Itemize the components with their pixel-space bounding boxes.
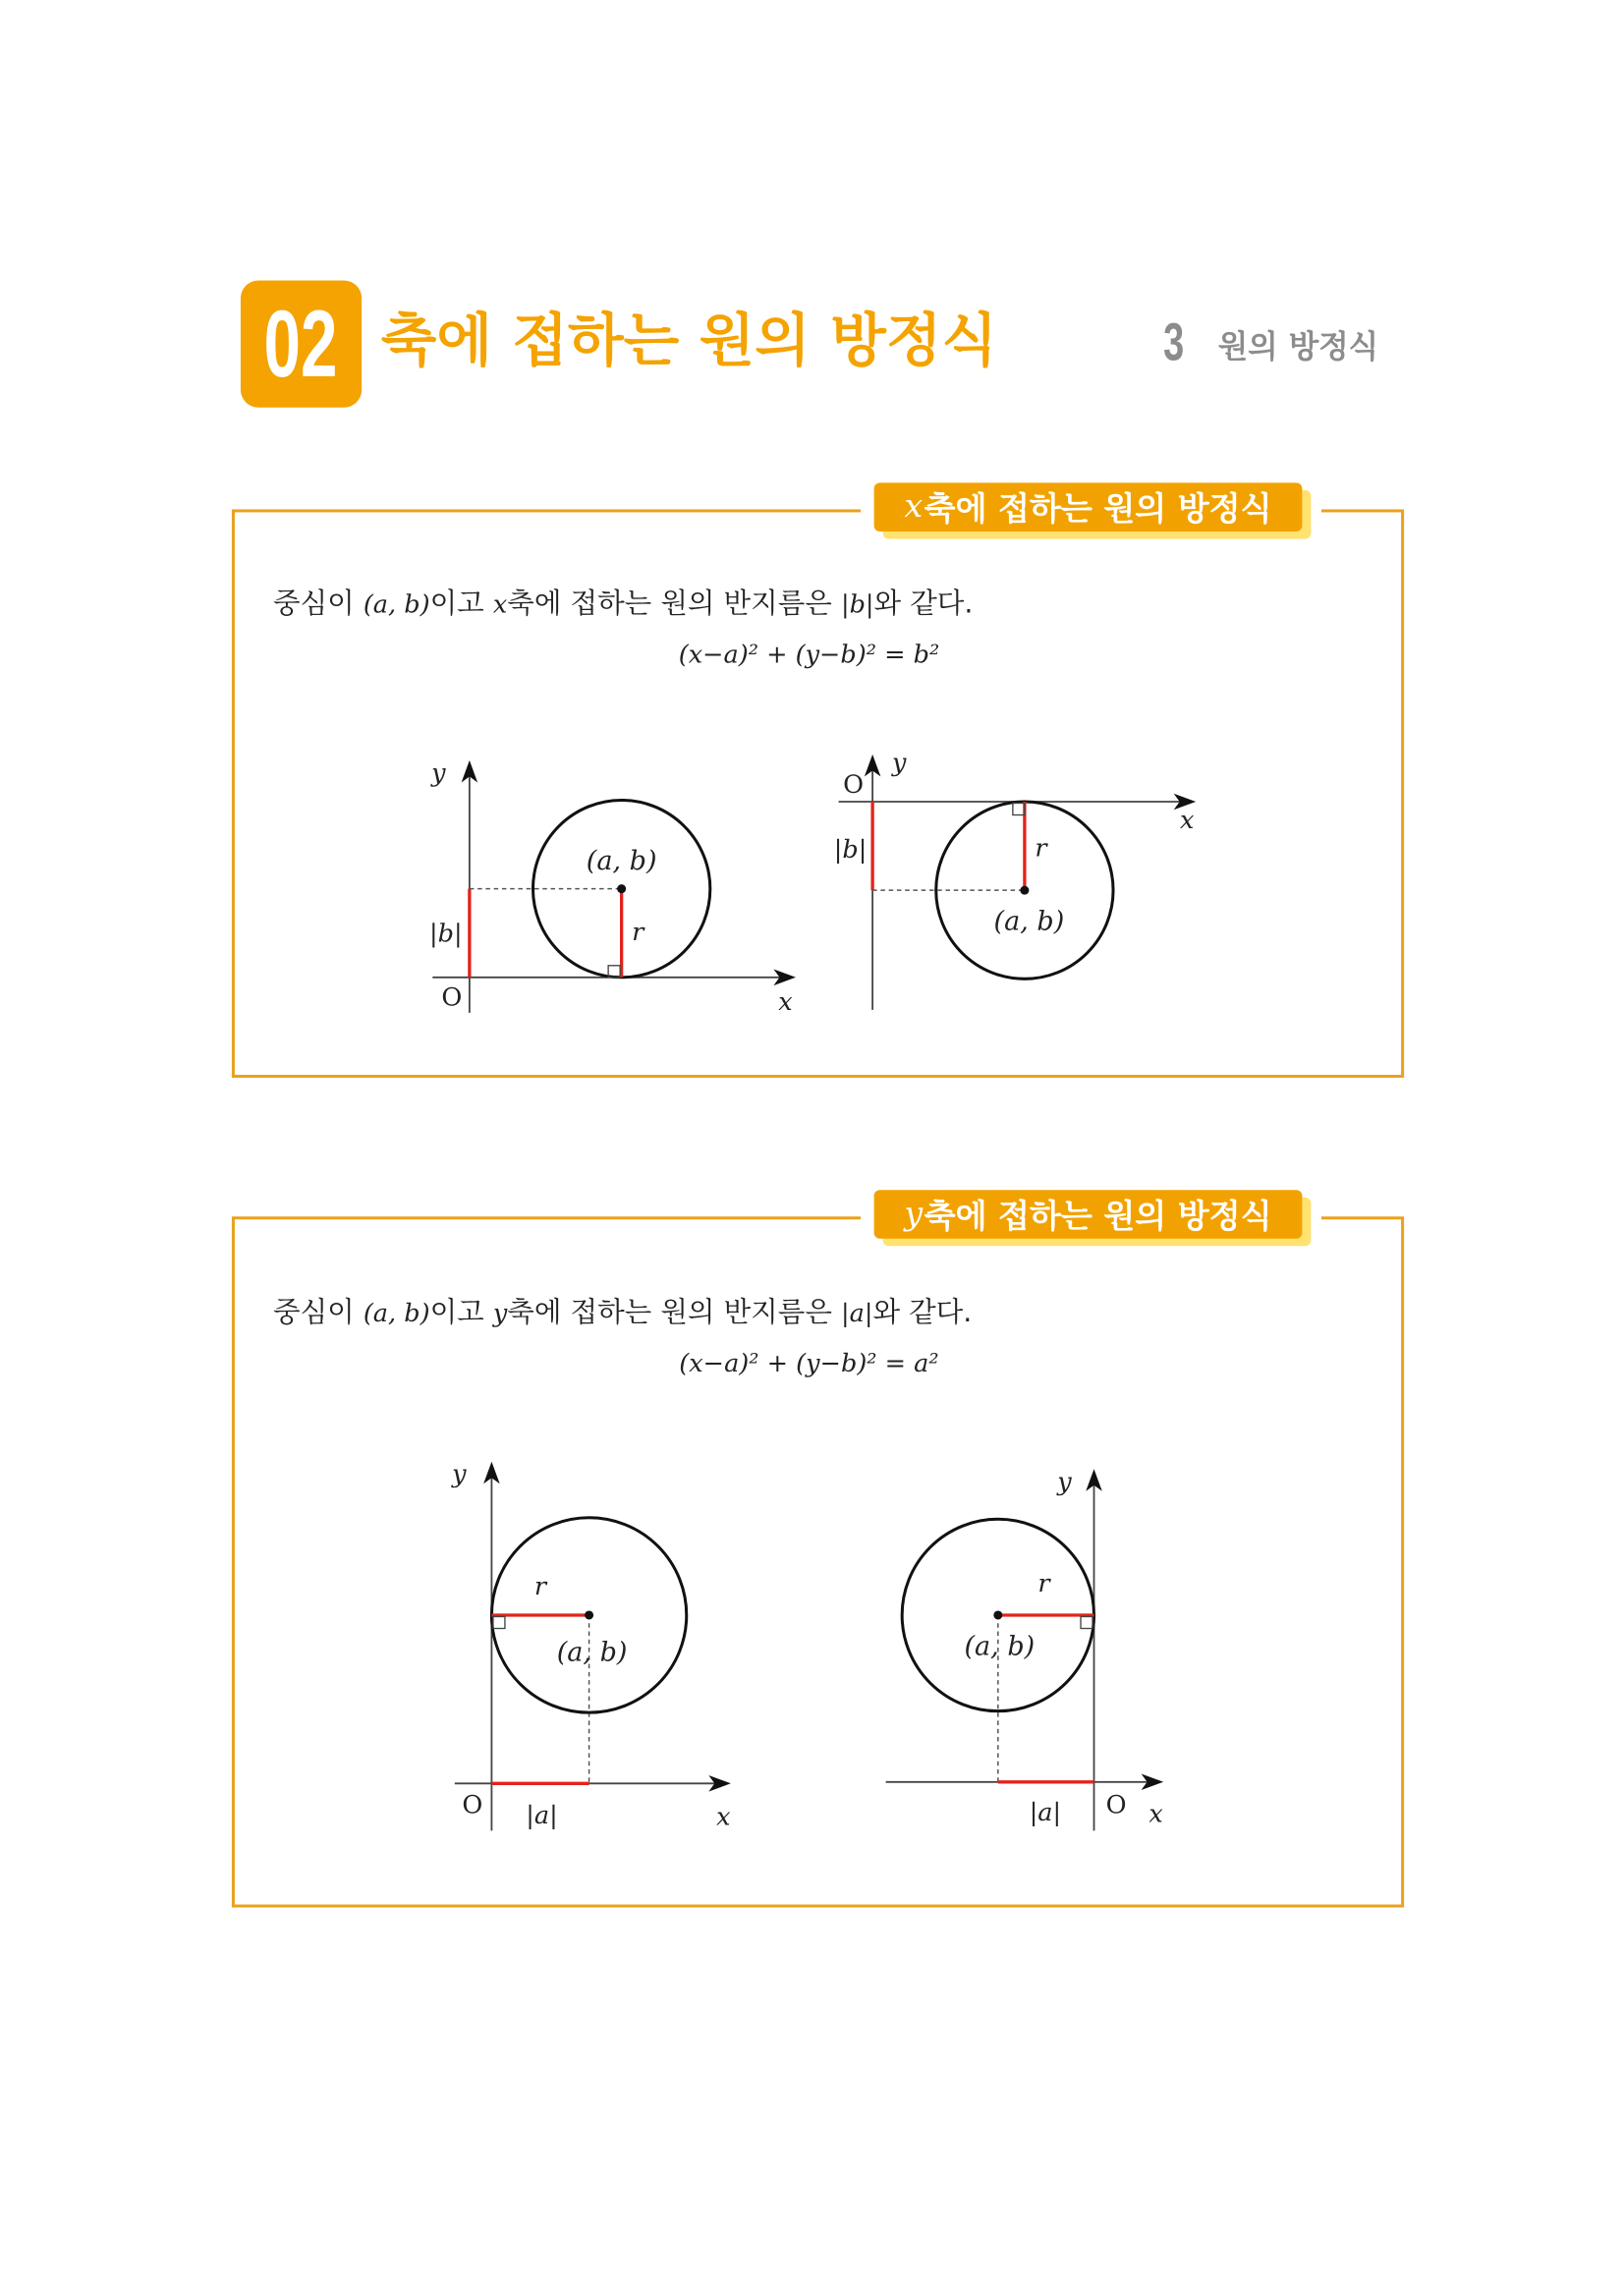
x-axis-label: x <box>716 1802 731 1832</box>
section-2-equation: (x−a)² + (y−b)² = a² <box>679 1349 939 1379</box>
tab-variable: x <box>904 488 924 526</box>
x-axis-label: x <box>1148 1799 1163 1829</box>
origin-label: O <box>1105 1790 1127 1820</box>
origin-label: O <box>441 982 463 1013</box>
distance-label: |a| <box>1029 1797 1062 1827</box>
radius-label: r <box>533 1571 547 1601</box>
statement-text: 중심이 <box>273 1296 364 1329</box>
center-point <box>1020 886 1029 895</box>
chapter-number: 3 <box>1163 311 1185 372</box>
x-axis-label: x <box>778 986 793 1017</box>
center-label: (a, b) <box>556 1637 628 1668</box>
statement-text: 와 같다. <box>872 1296 973 1329</box>
diagram-x-tangent-below <box>834 748 1196 1009</box>
statement-text: 이고 <box>429 588 493 621</box>
diagram-y-tangent-right <box>451 1460 731 1832</box>
chapter-title: 원의 방정식 <box>1217 329 1379 365</box>
right-angle-mark <box>1013 803 1025 814</box>
y-axis-label: y <box>1057 1467 1072 1497</box>
statement-math: (a, b) <box>363 590 430 621</box>
center-point <box>617 884 626 893</box>
center-label: (a, b) <box>586 846 657 877</box>
statement-text: 와 같다. <box>873 588 974 621</box>
radius-label: r <box>1037 1568 1050 1598</box>
statement-text: 이고 <box>429 1296 493 1329</box>
origin-label: O <box>843 769 865 800</box>
statement-math: (a, b) <box>363 1299 430 1329</box>
y-axis-label: y <box>452 1459 467 1489</box>
distance-label: |b| <box>833 835 868 866</box>
tab-label: 축에 접하는 원의 방정식 <box>924 1199 1272 1236</box>
diagram-y-tangent-left <box>886 1467 1164 1830</box>
right-angle-mark <box>493 1616 505 1628</box>
right-angle-mark <box>1081 1616 1092 1628</box>
radius-label: r <box>632 918 644 948</box>
page-title: 축에 접하는 원의 방정식 <box>380 308 998 375</box>
x-axis-label: x <box>1179 806 1195 836</box>
radius-label: r <box>1035 833 1047 864</box>
distance-label: |b| <box>429 919 463 949</box>
tab-variable: y <box>904 1196 924 1233</box>
origin-label: O <box>462 1790 483 1820</box>
center-point <box>585 1610 593 1619</box>
statement-text: 축에 접하는 원의 반지름은 <box>507 588 841 621</box>
section-1-equation: (x−a)² + (y−b)² = b² <box>678 641 940 671</box>
tab-label: 축에 접하는 원의 방정식 <box>924 491 1272 529</box>
distance-label: |a| <box>526 1800 558 1830</box>
diagram-x-tangent-above <box>429 758 796 1017</box>
y-axis-label: y <box>891 748 907 778</box>
center-label: (a, b) <box>993 906 1065 937</box>
statement-math: x <box>492 590 508 621</box>
center-point <box>993 1610 1002 1619</box>
statement-text: 축에 접하는 원의 반지름은 <box>507 1296 841 1329</box>
statement-math: y <box>492 1299 508 1329</box>
statement-math: |b| <box>840 590 874 621</box>
center-label: (a, b) <box>964 1631 1036 1662</box>
statement-math: |a| <box>840 1299 873 1329</box>
statement-text: 중심이 <box>273 588 364 621</box>
section-number: 02 <box>264 291 338 398</box>
y-axis-label: y <box>431 757 446 788</box>
